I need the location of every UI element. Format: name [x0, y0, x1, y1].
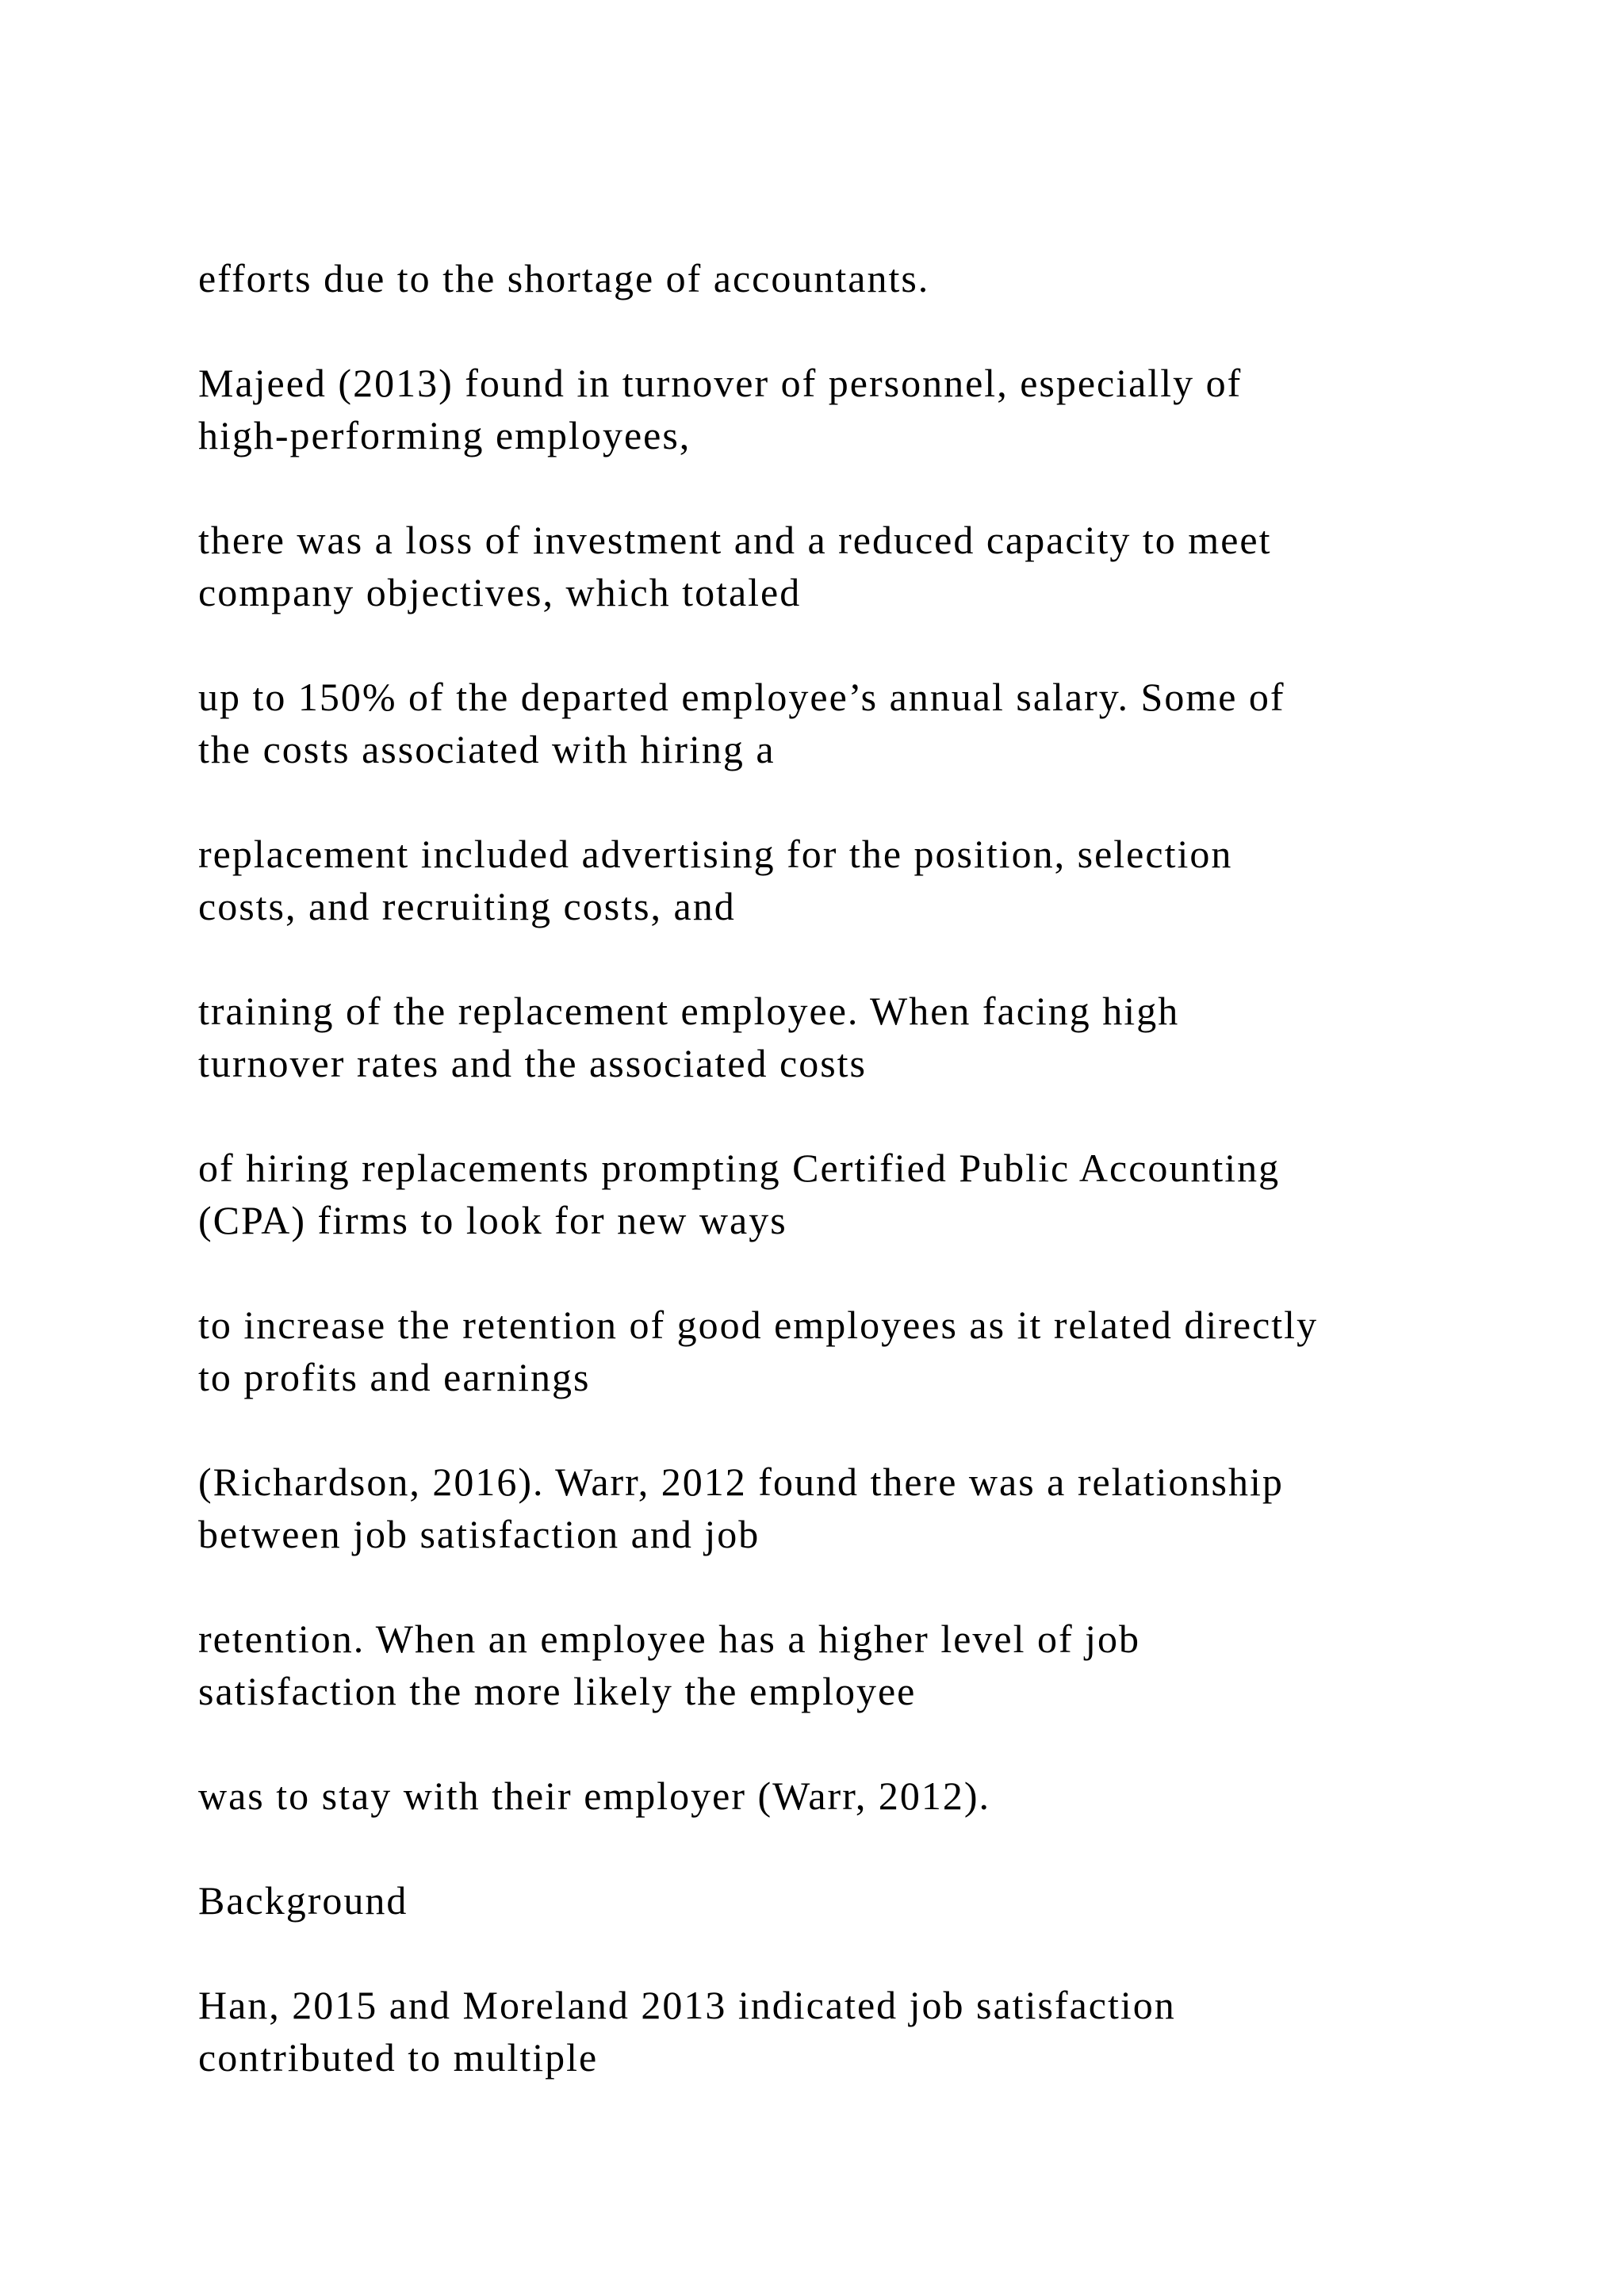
text-line: there was a loss of investment and a reduced capacity to meet [198, 518, 1272, 562]
text-line: of hiring replacements prompting Certified Public Accounting [198, 1146, 1281, 1190]
paragraph [198, 985, 1499, 1089]
heading-text: Background [198, 1878, 408, 1923]
paragraph [198, 1299, 1499, 1403]
paragraph [198, 357, 1499, 461]
paragraph [198, 1142, 1499, 1246]
paragraph [198, 1979, 1499, 2084]
paragraph [198, 1770, 1499, 1822]
text-line: to increase the retention of good employees as it related directly [198, 1303, 1319, 1347]
text-line: costs, and recruiting costs, and [198, 884, 736, 928]
text-line: (CPA) firms to look for new ways [198, 1198, 787, 1242]
document-body [198, 252, 1499, 2136]
text-line: company objectives, which totaled [198, 570, 802, 614]
paragraph [198, 252, 1499, 304]
text-line: between job satisfaction and job [198, 1512, 760, 1556]
text-line: replacement included advertising for the position, selection [198, 832, 1233, 876]
text-line: turnover rates and the associated costs [198, 1041, 868, 1085]
text-line: Han, 2015 and Moreland 2013 indicated job satisfaction [198, 1983, 1176, 2027]
paragraph [198, 671, 1499, 775]
paragraph [198, 828, 1499, 932]
text-line: retention. When an employee has a higher level of job [198, 1617, 1141, 1661]
text-line: up to 150% of the departed employee’s annual salary. Some of [198, 675, 1285, 719]
text-line: to profits and earnings [198, 1355, 591, 1399]
text-line: the costs associated with hiring a [198, 727, 776, 771]
paragraph [198, 1613, 1499, 1717]
section-heading [198, 1874, 1499, 1927]
text-line: training of the replacement employee. When facing high [198, 989, 1180, 1033]
paragraph [198, 514, 1499, 618]
text-line: efforts due to the shortage of accountants. [198, 256, 930, 300]
paragraph [198, 1456, 1499, 1560]
text-line: was to stay with their employer (Warr, 2012). [198, 1774, 991, 1818]
text-line: (Richardson, 2016). Warr, 2012 found there was a relationship [198, 1460, 1284, 1504]
text-line: high-performing employees, [198, 413, 691, 457]
text-line: satisfaction the more likely the employee [198, 1669, 917, 1713]
text-line: Majeed (2013) found in turnover of personnel, especially of [198, 361, 1243, 405]
text-line: contributed to multiple [198, 2035, 599, 2080]
